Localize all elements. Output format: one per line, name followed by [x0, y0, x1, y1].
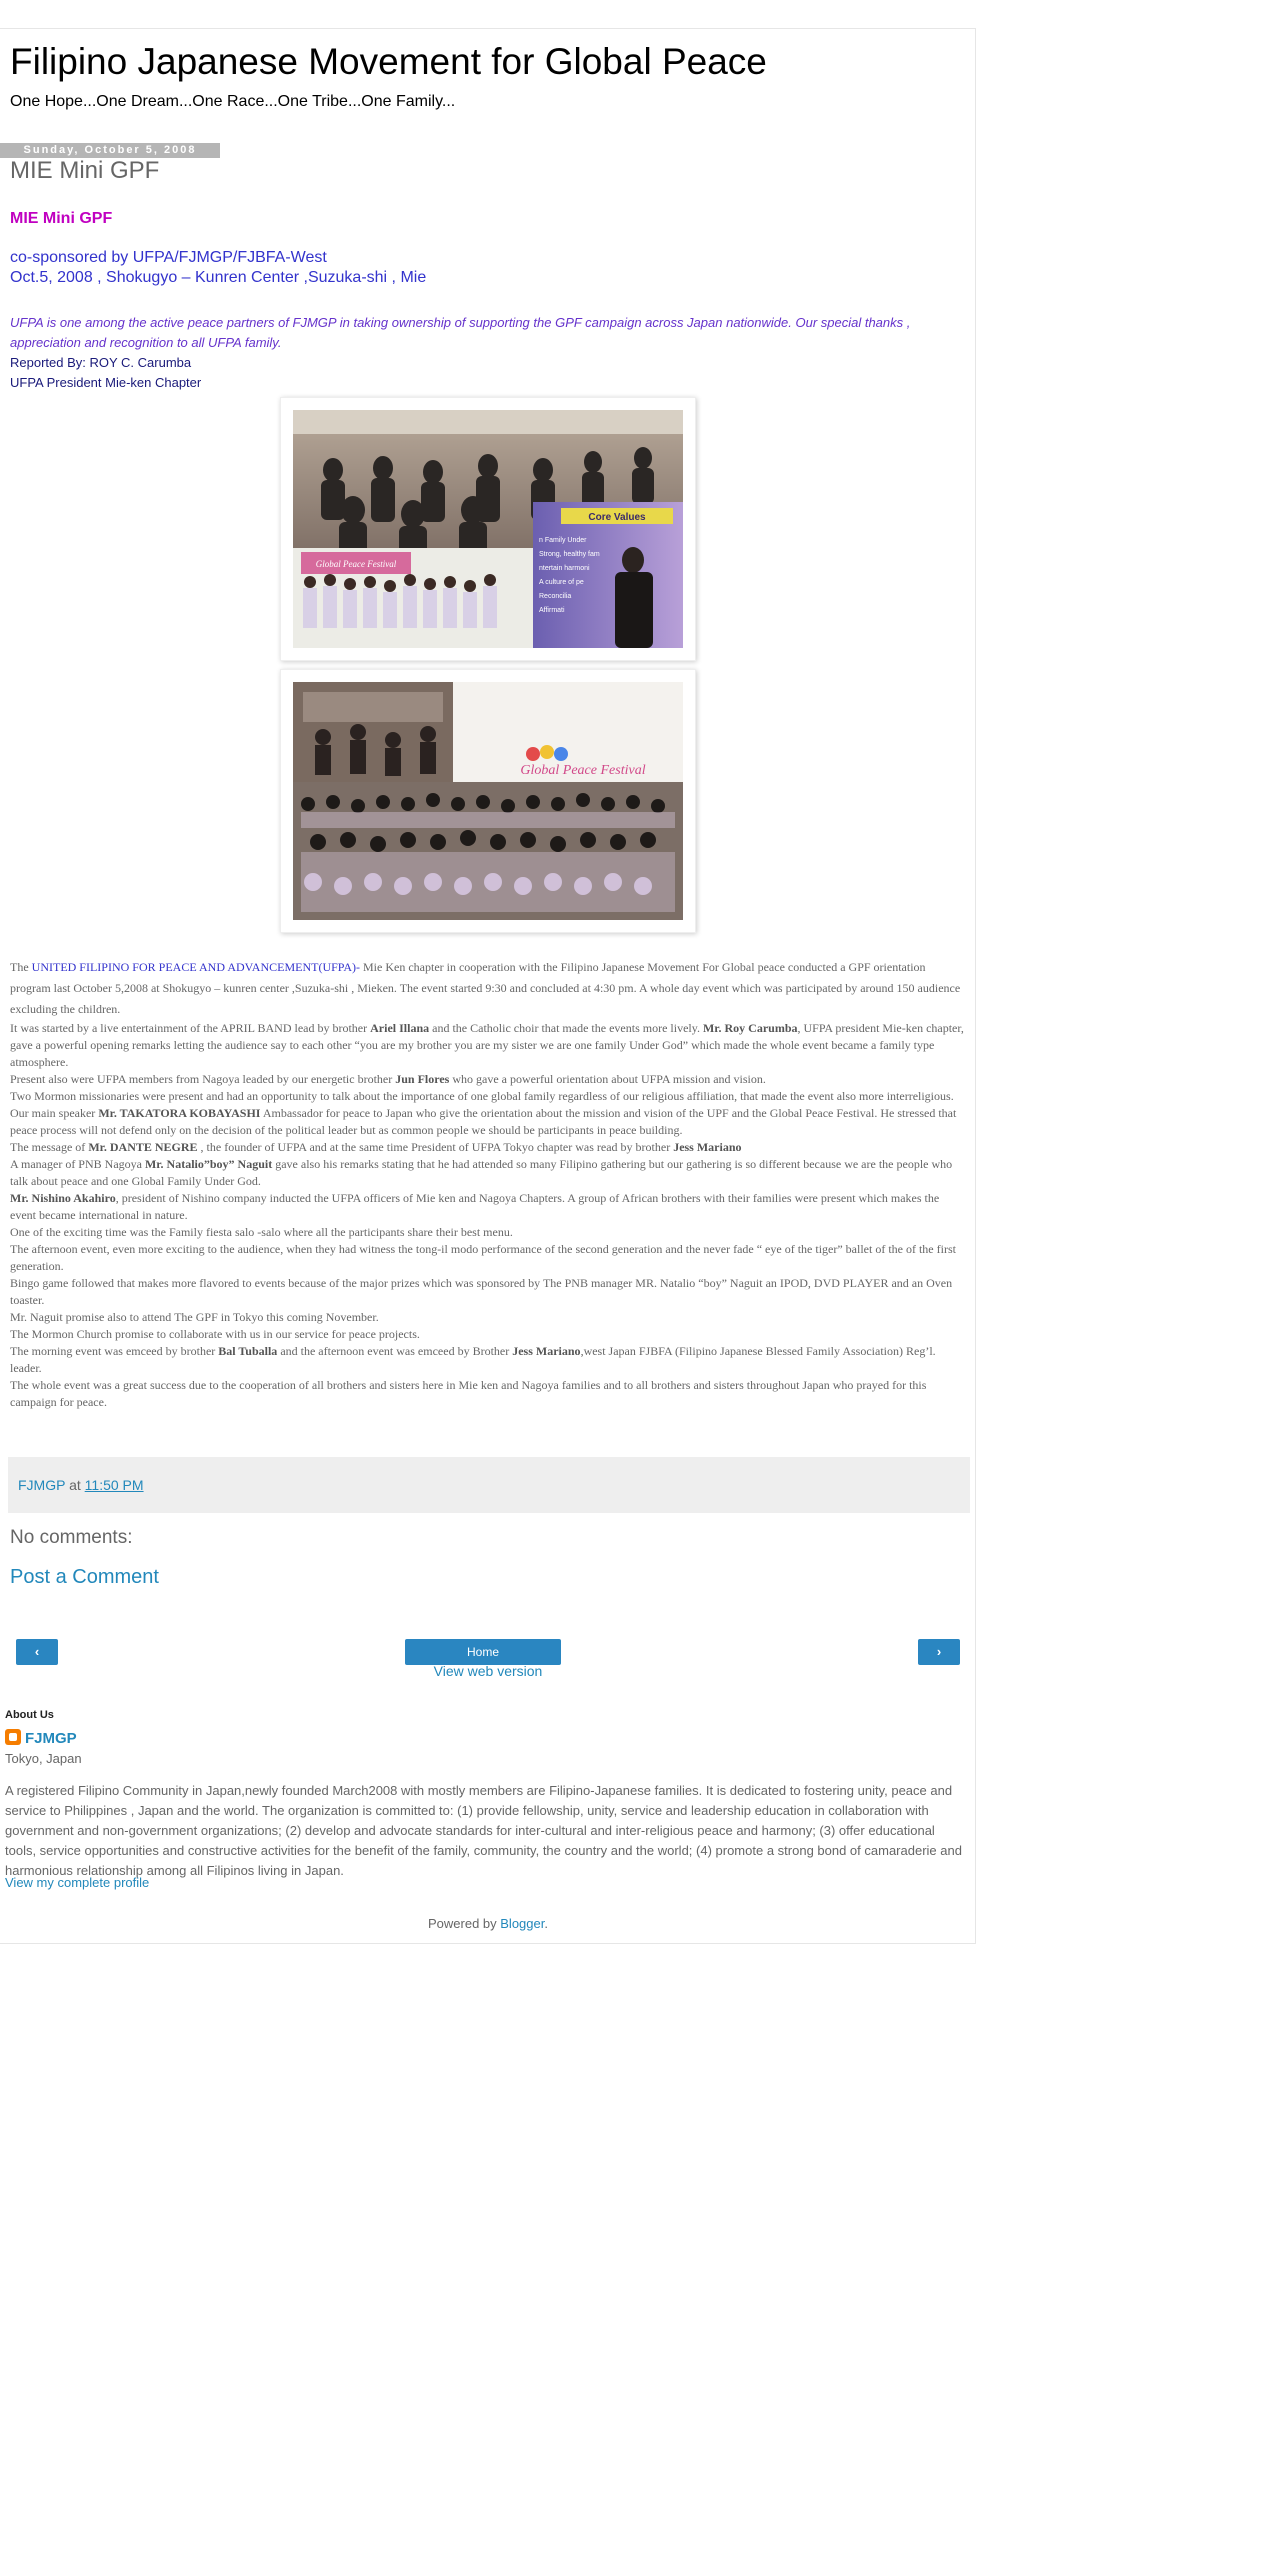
svg-text:ntertain harmoni: ntertain harmoni: [539, 565, 590, 572]
ufpa-name: UNITED FILIPINO FOR PEACE AND ADVANCEMENT(UFPA)-: [31, 960, 361, 974]
newer-post-button[interactable]: [918, 1639, 960, 1665]
reporter-block: [10, 353, 201, 393]
post-footer-at: at: [65, 1477, 85, 1493]
paragraph-3: Present also were UFPA members from Nagoya leaded by our energetic brother Jun Flores who gave a powerful orientation about UFPA mission and vision.: [10, 1072, 766, 1086]
view-web-version-link[interactable]: View web version: [433, 1663, 543, 1679]
post-subtitle: MIE Mini GPF: [10, 210, 113, 227]
post-footer: [8, 1457, 970, 1513]
blog-page: [0, 28, 976, 1944]
event-photo-1[interactable]: [280, 397, 696, 661]
reporter-role: UFPA President Mie-ken Chapter: [10, 375, 202, 390]
powered-by-suffix: .: [544, 1916, 548, 1931]
paragraph-15: The whole event was a great success due to the cooperation of all brothers and sisters here in Mie ken and Nagoya families and to all brothers and sisters throughout Japan who prayed for this campaign for peace.: [10, 1378, 927, 1409]
post-comment-link[interactable]: Post a Comment: [10, 1566, 159, 1588]
about-title: About Us: [5, 1709, 54, 1721]
chevron-left-icon: ‹: [34, 1644, 40, 1659]
powered-by: [0, 1916, 976, 1931]
paragraph-8: Mr. Nishino Akahiro, president of Nishino company inducted the UFPA officers of Mie ken and Nagoya Chapters. A group of African brothers with their families were present which makes the event became international in nature.: [10, 1191, 940, 1222]
about-description: A registered Filipino Community in Japan,newly founded March2008 with mostly members are Filipino-Japanese families. It is dedicated to fostering unity, peace and service to Philippines , Japan and the world. The organization is committed to: (1) provide fellowship, unity, service and leadership education in collaboration with government and non-government organizations; (2) develop and advocate standards for inter-cultural and inter-religious peace and harmony; (3) offer educational tools, service opportunities and constructive activities for the benefit of the family, community, the country and the world; (4) promote a strong bond of camaraderie and harmonious relationship among all Filipinos living in Japan.: [5, 1783, 962, 1878]
paragraph-13: The Mormon Church promise to collaborate with us in our service for peace projects.: [10, 1327, 420, 1341]
svg-text:A culture of pe: A culture of pe: [539, 579, 584, 586]
blogger-icon: [5, 1729, 21, 1745]
svg-text:Reconcilia: Reconcilia: [539, 593, 572, 600]
profile-name-link[interactable]: [5, 1729, 77, 1749]
profile-name: FJMGP: [25, 1730, 77, 1747]
post-title: MIE Mini GPF: [10, 157, 160, 184]
photo1-banner: Global Peace Festival: [315, 559, 397, 569]
paragraph-11: Bingo game followed that makes more flavored to events because of the major prizes which was sponsored by The PNB manager MR. Natalio “boy” Naguit an IPOD, DVD PLAYER and an Oven toaster.: [10, 1276, 953, 1307]
view-profile-link[interactable]: View my complete profile: [5, 1875, 150, 1890]
core-values-sign: Core Values: [588, 512, 646, 523]
paragraph-12: Mr. Naguit promise also to attend The GPF in Tokyo this coming November.: [10, 1310, 379, 1324]
svg-text:Affirmati: Affirmati: [539, 607, 565, 614]
cosponsor-block: [10, 248, 426, 288]
chevron-right-icon: ›: [936, 1644, 942, 1659]
photo2-banner: Global Peace Festival: [520, 763, 646, 778]
powered-by-prefix: Powered by: [428, 1916, 501, 1931]
paragraph-5: Our main speaker Mr. TAKATORA KOBAYASHI Ambassador for peace to Japan who give the orientation about the mission and vision of the UPF and the Global Peace Festival. He stressed that peace process will not defend only on the decision of the political leader but as common people we should be participants in peace building.: [10, 1106, 957, 1137]
paragraph-2: It was started by a live entertainment of the APRIL BAND lead by brother Ariel Illana and the Catholic choir that made the events more lively. Mr. Roy Carumba, UFPA president Mie-ken chapter, gave a powerful opening remarks letting the audience say to each other “you are my brother you are my sister we are one family Under God” which made the whole event became a family type atmosphere.: [10, 1021, 964, 1069]
post-body: [10, 957, 966, 1411]
paragraph-14: The morning event was emceed by brother Bal Tuballa and the afternoon event was emceed by Brother Jess Mariano,west Japan FJBFA (Filipino Japanese Blessed Family Association) Reg’l. leader.: [10, 1344, 936, 1375]
svg-text:Strong, healthy fam: Strong, healthy fam: [539, 551, 600, 558]
paragraph-10: The afternoon event, even more exciting to the audience, when they had witness the tong-il modo performance of the second generation and the never fade “ eye of the tiger” ballet of the of the first generation.: [10, 1242, 956, 1273]
photo-collage-1: [293, 410, 683, 648]
post-timestamp-link[interactable]: 11:50 PM: [84, 1477, 144, 1493]
cosponsor-line: co-sponsored by UFPA/FJMGP/FJBFA-West: [10, 249, 327, 266]
blog-title[interactable]: Filipino Japanese Movement for Global Peace: [10, 41, 767, 82]
post-date: Sunday, October 5, 2008: [0, 143, 220, 158]
paragraph-7: A manager of PNB Nagoya Mr. Natalio”boy” Naguit gave also his remarks stating that he had attended so many Filipino gathering but our gathering is so different because we are the people who talk about peace and one Global Family Under God.: [10, 1157, 953, 1188]
paragraph-9: One of the exciting time was the Family fiesta salo -salo where all the participants share their best menu.: [10, 1225, 513, 1239]
no-comments-heading: No comments:: [10, 1527, 133, 1548]
paragraph-1: The UNITED FILIPINO FOR PEACE AND ADVANCEMENT(UFPA)- Mie Ken chapter in cooperation with the Filipino Japanese Movement For Global peace conducted a GPF orientation program last October 5,2008 at Shokugyo – kunren center ,Suzuka-shi , Mieken. The event started 9:30 and concluded at 4:30 pm. A whole day event which was participated by around 150 audience excluding the children.: [10, 960, 961, 1016]
group-photo-collage-image: [293, 682, 683, 920]
reporter-name: Reported By: ROY C. Carumba: [10, 355, 192, 370]
audience-collage-image: [293, 410, 683, 648]
event-photo-2[interactable]: [280, 669, 696, 933]
older-post-button[interactable]: [16, 1639, 58, 1665]
paragraph-6: The message of Mr. DANTE NEGRE , the founder of UFPA and at the same time President of UFPA Tokyo chapter was read by brother Jess Mariano: [10, 1140, 742, 1154]
post-author-link[interactable]: FJMGP: [18, 1477, 66, 1493]
photo-collage-2: [293, 682, 683, 920]
event-date-venue: Oct.5, 2008 , Shokugyo – Kunren Center ,Suzuka-shi , Mie: [10, 269, 427, 286]
profile-location: Tokyo, Japan: [5, 1751, 82, 1766]
svg-text:n Family Under: n Family Under: [539, 537, 587, 544]
home-button[interactable]: Home: [405, 1639, 561, 1665]
post-intro: UFPA is one among the active peace partners of FJMGP in taking ownership of supporting the GPF campaign across Japan nationwide. Our special thanks , appreciation and recognition to all UFPA family.: [10, 315, 911, 350]
blog-description: One Hope...One Dream...One Race...One Tribe...One Family...: [10, 93, 456, 110]
paragraph-4: Two Mormon missionaries were present and had an opportunity to talk about the importance of one global family regardless of our religious affiliation, that made the event also more interreligious.: [10, 1089, 954, 1103]
blogger-link[interactable]: Blogger: [500, 1916, 545, 1931]
